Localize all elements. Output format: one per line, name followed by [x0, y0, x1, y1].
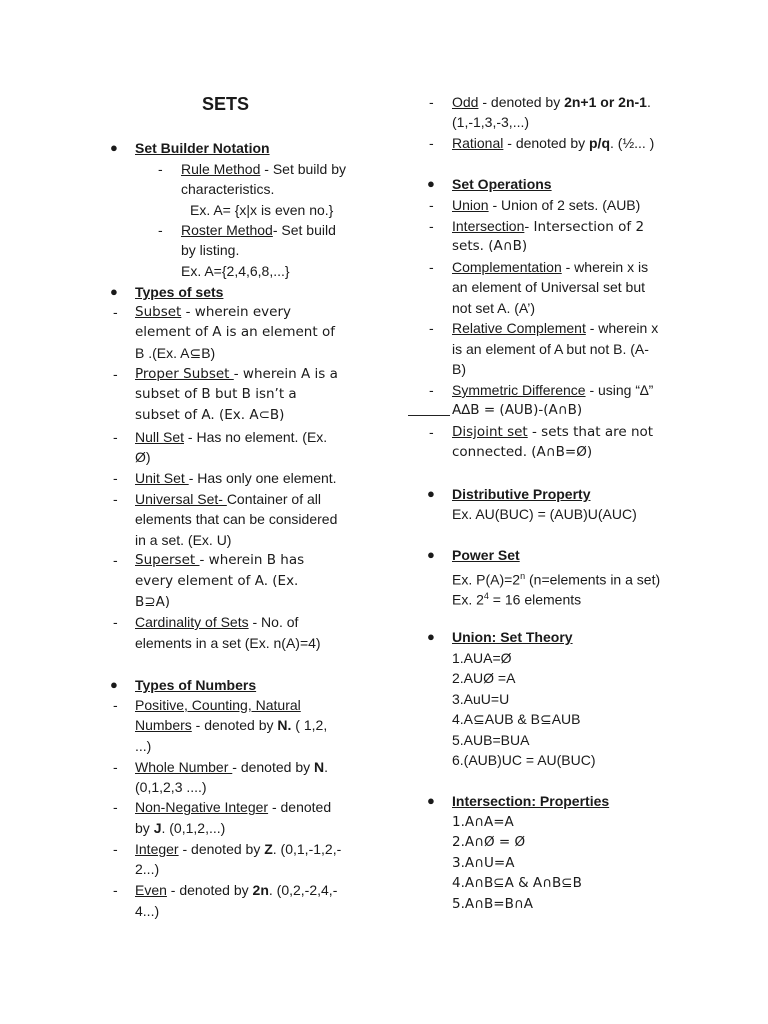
term-label: Integer: [135, 841, 179, 857]
power-set-example-2: [452, 586, 581, 610]
page-title: SETS: [202, 94, 250, 114]
text-line: not set A. (A’): [452, 300, 535, 316]
term-text: - denoted by: [503, 135, 589, 151]
superscript: n: [520, 571, 526, 581]
term-text: - wherein A is a: [233, 366, 338, 382]
dash-marker: -: [429, 382, 434, 398]
cardinality-line: [135, 612, 298, 632]
even-line: [135, 880, 337, 900]
term-label: Odd: [452, 94, 479, 110]
term-text: - denoted: [268, 799, 332, 815]
section-heading-types-of-numbers: Types of Numbers: [135, 677, 257, 693]
text-line: sets. (A∩B): [452, 238, 528, 254]
dash-marker: -: [113, 366, 118, 382]
dash-marker: -: [429, 320, 434, 336]
section-heading-power-set: Power Set: [452, 547, 520, 563]
dash-marker: -: [429, 135, 434, 151]
text-line: [135, 695, 301, 715]
text-line: (1,-1,3,-3,...): [452, 114, 530, 130]
odd-line: [452, 92, 651, 112]
natural-numbers-line: [135, 715, 327, 735]
term-label: Subset: [135, 304, 182, 320]
text-line: elements in a set (Ex. n(A)=4): [135, 635, 321, 651]
dash-marker: -: [113, 841, 118, 857]
roster-method-line: [181, 220, 336, 240]
term-label: Intersection: [452, 218, 525, 234]
text-line: elements that can be considered: [135, 511, 338, 527]
text-line: characteristics.: [181, 181, 275, 197]
term-text: - Has only one element.: [188, 470, 337, 486]
term-label: Even: [135, 882, 167, 898]
term-text: - wherein x: [585, 320, 659, 336]
section-heading-union-theory: Union: Set Theory: [452, 629, 573, 645]
text-line: [135, 818, 225, 838]
list-item: 2.A∩Ø = Ø: [452, 834, 526, 850]
bullet-icon: ●: [427, 793, 435, 808]
section-heading-intersection-properties: Intersection: Properties: [452, 793, 610, 809]
dash-marker: -: [429, 94, 434, 110]
dash-marker: -: [113, 552, 118, 568]
number-symbol: 2n: [252, 882, 269, 898]
term-text: - denoted by: [191, 717, 278, 733]
number-symbol: N.: [277, 717, 292, 733]
rule-method-line: [181, 159, 346, 179]
term-label: Rational: [452, 135, 504, 151]
dash-marker: -: [113, 697, 118, 713]
term-label: Proper Subset: [135, 366, 234, 382]
text-line: Ex. A= {x|x is even no.}: [190, 202, 334, 218]
term-text: - wherein B has: [199, 552, 305, 568]
subset-line: [135, 302, 291, 322]
bullet-icon: ●: [110, 140, 118, 155]
term-text: - wherein x is: [561, 259, 649, 275]
bullet-icon: ●: [427, 486, 435, 501]
term-label: Union: [452, 197, 489, 213]
term-text: - Has no element. (Ex.: [184, 429, 328, 445]
text-line: subset of A. (Ex. A⊂B): [135, 407, 285, 423]
bullet-icon: ●: [427, 176, 435, 191]
term-text: = 16 elements: [488, 591, 582, 608]
text-line: Ex. A={2,4,6,8,...}: [181, 263, 290, 279]
section-heading-distributive: Distributive Property: [452, 486, 591, 502]
integer-line: [135, 839, 341, 859]
universal-set-line: [135, 489, 321, 509]
text-line: Ø): [135, 449, 151, 465]
term-label: Cardinality of Sets: [135, 614, 249, 630]
term-text: - denoted by: [166, 882, 253, 898]
term-text: .: [324, 759, 329, 775]
term-text: by: [135, 820, 154, 836]
term-text: .: [646, 94, 651, 110]
bullet-icon: ●: [110, 677, 118, 692]
term-label: Symmetric Difference: [452, 382, 586, 398]
text-line: every element of A. (Ex.: [135, 573, 299, 589]
text-line: 4...): [135, 903, 160, 919]
superscript: 4: [483, 591, 489, 601]
rational-line: [452, 133, 654, 153]
number-symbol: 2n+1 or 2n-1: [564, 94, 647, 110]
section-heading-set-builder: Set Builder Notation: [135, 140, 270, 156]
term-text: . (0,2,-2,4,-: [268, 882, 338, 898]
term-text: - Set build by: [260, 161, 346, 177]
term-text: . (0,1,2,...): [161, 820, 226, 836]
relative-complement-line: [452, 318, 658, 338]
bullet-icon: ●: [427, 629, 435, 644]
text-line: Ex. AU(BUC) = (AUB)U(AUC): [452, 506, 637, 522]
term-label: Positive, Counting, Natural: [135, 697, 301, 713]
term-text: (n=elements in a set): [525, 571, 661, 588]
term-label: Relative Complement: [452, 320, 586, 336]
term-label: Whole Number: [135, 759, 233, 775]
text-line: element of A is an element of: [135, 324, 335, 340]
text-line: A∆B = (AUB)-(A∩B): [452, 402, 583, 418]
term-label: Rule Method: [181, 161, 261, 177]
intersection-line: [452, 216, 644, 237]
term-label: Superset: [135, 552, 200, 568]
list-item: 1.AUA=Ø: [452, 650, 512, 666]
dash-marker: -: [158, 222, 163, 238]
term-label: Numbers: [135, 717, 192, 733]
term-text: Ex. P(A)=2: [452, 571, 521, 588]
text-line: is an element of A but not B. (A-: [452, 341, 649, 357]
list-item: 5.AUB=BUA: [452, 732, 530, 748]
term-text: - using “∆”: [585, 382, 654, 398]
dash-marker: -: [158, 161, 163, 177]
non-negative-integer-line: [135, 797, 331, 817]
union-line: [452, 195, 640, 215]
term-text: - denoted by: [178, 841, 265, 857]
term-text: . (½... ): [610, 135, 655, 151]
bullet-icon: ●: [110, 284, 118, 299]
term-text: - denoted by: [232, 759, 314, 775]
dash-marker: -: [113, 429, 118, 445]
term-text: . (0,1,-1,2,-: [272, 841, 342, 857]
term-label: Complementation: [452, 259, 562, 275]
list-item: 1.A∩A=A: [452, 814, 514, 830]
list-item: 6.(AUB)UC = AU(BUC): [452, 752, 596, 768]
number-symbol: Z: [264, 841, 273, 857]
term-label: Universal Set-: [135, 491, 227, 507]
underline-rule: [408, 415, 450, 416]
list-item: 4.A⊆AUB & B⊆AUB: [452, 711, 581, 727]
dash-marker: -: [113, 491, 118, 507]
list-item: 4.A∩B⊆A & A∩B⊆B: [452, 875, 582, 891]
term-label: Roster Method: [181, 222, 273, 238]
term-label: Non-Negative Integer: [135, 799, 269, 815]
disjoint-set-line: [452, 422, 653, 442]
term-text: - Intersection of 2: [524, 219, 645, 235]
term-text: - Set build: [272, 222, 336, 238]
term-text: - denoted by: [478, 94, 565, 110]
proper-subset-line: [135, 364, 338, 384]
dash-marker: -: [113, 614, 118, 630]
number-symbol: J: [153, 820, 162, 836]
bullet-icon: ●: [427, 547, 435, 562]
text-line: B⊇A): [135, 594, 171, 610]
text-line: in a set. (Ex. U): [135, 532, 232, 548]
term-text: - Union of 2 sets. (AUB): [488, 197, 641, 213]
list-item: 2.AUØ =A: [452, 670, 516, 686]
dash-marker: -: [113, 470, 118, 486]
term-text: Container of all: [226, 491, 321, 507]
dash-marker: -: [113, 304, 118, 320]
list-item: 3.AuU=U: [452, 691, 510, 707]
dash-marker: -: [113, 882, 118, 898]
symmetric-difference-line: [452, 380, 653, 400]
term-label: Disjoint set: [452, 424, 528, 440]
dash-marker: -: [113, 759, 118, 775]
term-text: - No. of: [248, 614, 299, 630]
term-text: ( 1,2,: [291, 717, 328, 733]
section-heading-types-of-sets: Types of sets: [135, 284, 224, 300]
term-text: - sets that are not: [527, 424, 654, 440]
null-set-line: [135, 427, 327, 447]
dash-marker: -: [429, 197, 434, 213]
term-text: Ex. 2: [452, 591, 484, 608]
dash-marker: -: [113, 799, 118, 815]
whole-number-line: [135, 757, 328, 777]
dash-marker: -: [429, 424, 434, 440]
dash-marker: -: [429, 259, 434, 275]
text-line: ...): [135, 738, 152, 754]
text-line: subset of B but B isn’t a: [135, 386, 297, 402]
superset-line: [135, 550, 304, 570]
list-item: 3.A∩U=A: [452, 855, 515, 871]
term-label: Unit Set: [135, 470, 189, 486]
text-line: (0,1,2,3 ....): [135, 779, 207, 795]
text-line: an element of Universal set but: [452, 279, 645, 295]
text-line: B .(Ex. A⊆B): [135, 345, 216, 361]
text-line: connected. (A∩B=Ø): [452, 444, 593, 460]
unit-set-line: [135, 468, 337, 488]
text-line: 2...): [135, 861, 160, 877]
list-item: 5.A∩B=B∩A: [452, 896, 533, 912]
number-symbol: p/q: [589, 135, 610, 151]
term-label: Null Set: [135, 429, 185, 445]
text-line: B): [452, 361, 466, 377]
term-text: - wherein every: [181, 304, 291, 320]
section-heading-set-operations: Set Operations: [452, 176, 552, 192]
dash-marker: -: [429, 218, 434, 234]
complementation-line: [452, 257, 648, 277]
text-line: by listing.: [181, 242, 240, 258]
number-symbol: N: [314, 759, 325, 775]
